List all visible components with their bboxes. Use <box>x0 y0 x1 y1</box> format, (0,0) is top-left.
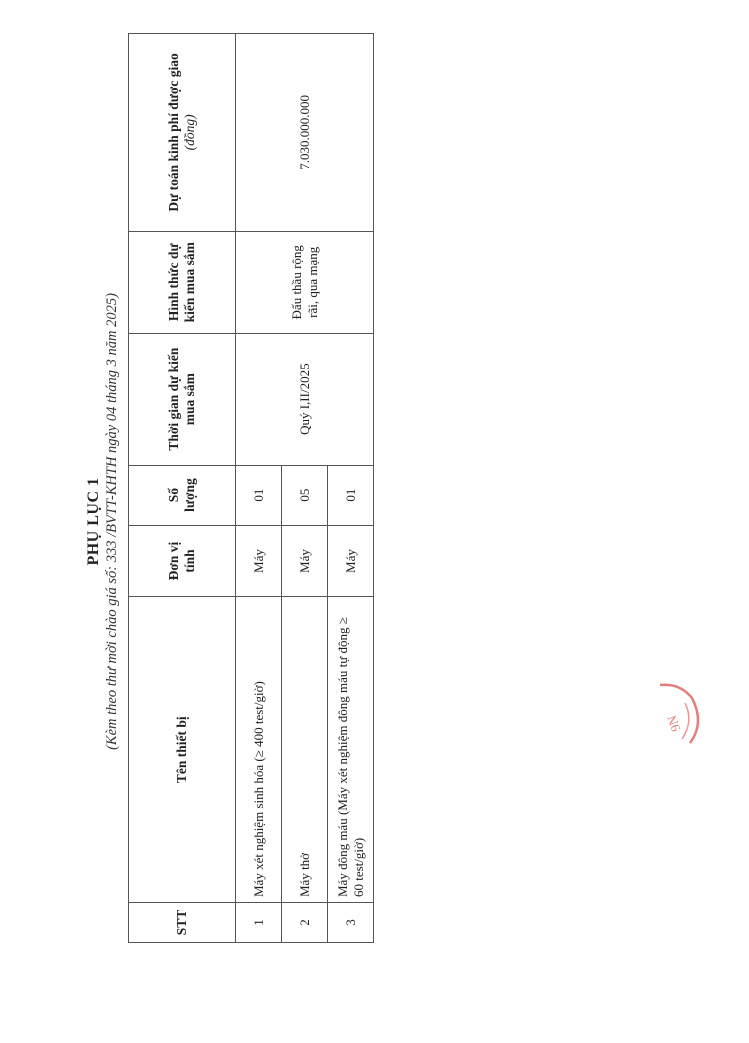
red-stamp <box>630 673 710 753</box>
header-method: Hình thức dự kiến mua sắm <box>129 231 236 333</box>
merged-time: Quý I,II/2025 <box>236 333 374 465</box>
row-name: Máy đông máu (Máy xét nghiệm đông máu tự động ≥ 60 test/giờ) <box>328 597 374 903</box>
row-unit: Máy <box>328 525 374 597</box>
merged-method: Đấu thầu rộng rãi, qua mạng <box>236 231 374 333</box>
header-name: Tên thiết bị <box>129 597 236 903</box>
table-row <box>236 34 282 943</box>
row-qty: 01 <box>236 465 282 525</box>
header-qty: Số lượng <box>129 465 236 525</box>
header-budget <box>129 34 236 232</box>
row-qty: 05 <box>282 465 328 525</box>
appendix-subtitle: (Kèm theo thư mời chào giá số: 333 /BVTT-KHTH ngày 04 tháng 3 năm 2025) <box>104 293 120 750</box>
equipment-table <box>128 33 374 943</box>
row-unit: Máy <box>236 525 282 597</box>
row-stt: 3 <box>328 903 374 943</box>
stamp-text: 9N <box>663 713 684 734</box>
appendix-title: PHỤ LỤC 1 <box>85 477 102 566</box>
header-time: Thời gian dự kiến mua sắm <box>129 333 236 465</box>
header-budget-unit: (đồng) <box>182 114 197 151</box>
header-stt: STT <box>129 903 236 943</box>
row-name: Máy xét nghiệm sinh hóa (≥ 400 test/giờ) <box>236 597 282 903</box>
row-name: Máy thở <box>282 597 328 903</box>
row-stt: 1 <box>236 903 282 943</box>
merged-budget: 7.030.000.000 <box>236 34 374 232</box>
table-header-row <box>129 34 236 943</box>
header-budget-label: Dự toán kinh phí được giao <box>166 53 181 212</box>
row-stt: 2 <box>282 903 328 943</box>
header-unit: Đơn vị tính <box>129 525 236 597</box>
row-unit: Máy <box>282 525 328 597</box>
row-qty: 01 <box>328 465 374 525</box>
